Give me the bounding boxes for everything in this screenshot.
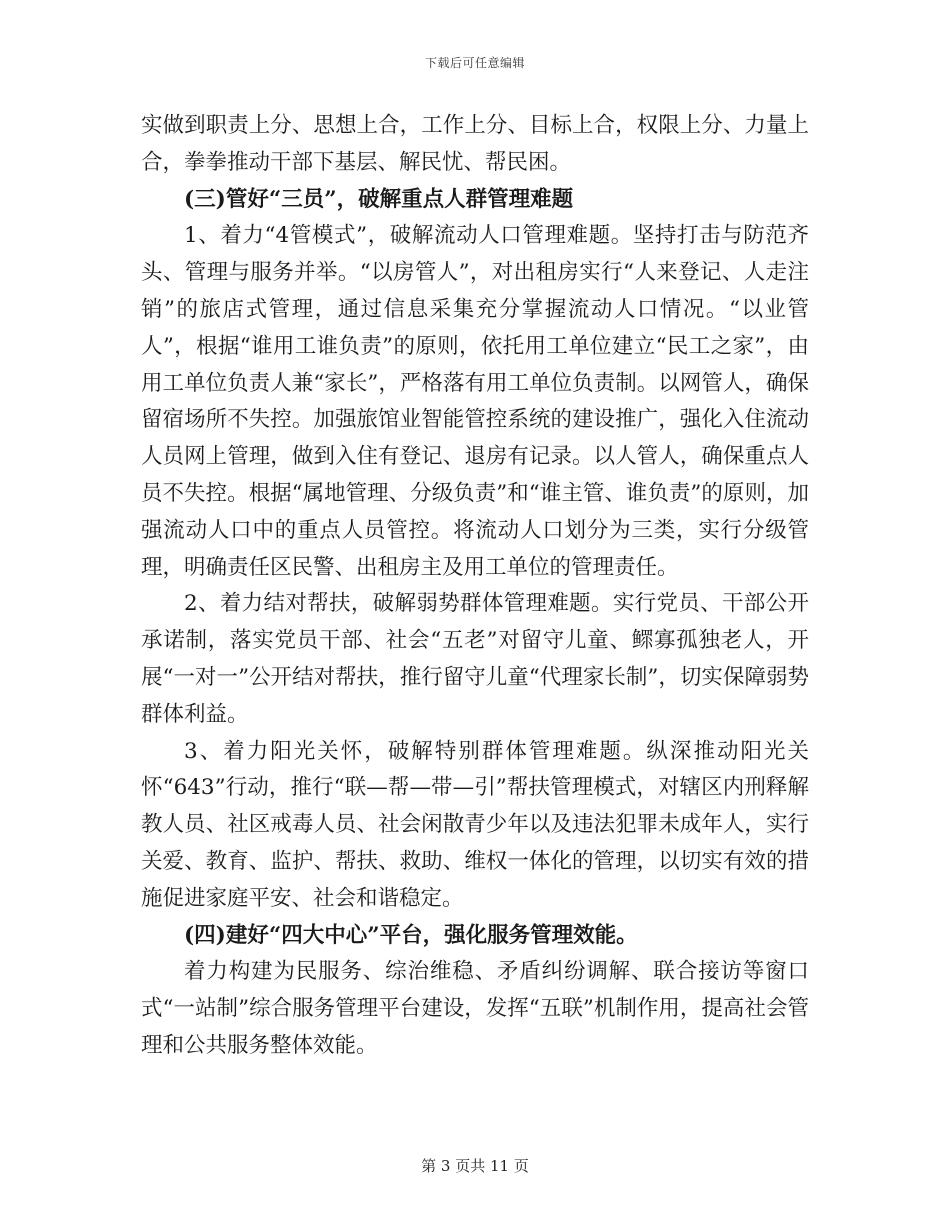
document-body [141,108,809,1065]
paragraph-vulnerable-groups: 2、着力结对帮扶，破解弱势群体管理难题。实行党员、干部公开承诺制，落实党员干部、社会“五老”对留守儿童、鳏寡孤独老人，开展“一对一”公开结对帮扶，推行留守儿童“代理家长制”，切实保障弱势群体利益。 [141,591,809,727]
paragraph-service-platform: 着力构建为民服务、综治维稳、矛盾纠纷调解、联合接访等窗口式“一站制”综合服务管理平台建设，发挥“五联”机制作用，提高社会管理和公共服务整体效能。 [141,959,809,1058]
section-heading-four: (四)建好“四大中心”平台，强化服务管理效能。 [184,922,638,948]
paragraph-floating-population: 1、着力“4管模式”，破解流动人口管理难题。坚持打击与防范齐头、管理与服务并举。“以房管人”，对出租房实行“人来登记、人走注销”的旅店式管理，通过信息采集充分掌握流动人口情况。“以业管人”，根据“谁用工谁负责”的原则，依托用工单位建立“民工之家”，由用工单位负责人兼“家长”，严格落有用工单位负责制。以网管人，确保留宿场所不失控。加强旅馆业智能管控系统的建设推广，强化入住流动人员网上管理，做到入住有登记、退房有记录。以人管人，确保重点人员不失控。根据“属地管理、分级负责”和“谁主管、谁负责”的原则，加强流动人口中的重点人员管控。将流动人口划分为三类，实行分级管理，明确责任区民警、出租房主及用工单位的管理责任。 [141,223,809,580]
paragraph-continuation: 实做到职责上分、思想上合，工作上分、目标上合，权限上分、力量上合，拳拳推动干部下基层、解民忧、帮民困。 [141,113,809,175]
page-header: 下载后可任意编辑 [424,56,525,70]
page-number: 第 3 页共 11 页 [421,1157,529,1175]
section-heading-three: (三)管好“三员”，破解重点人群管理难题 [184,186,574,212]
paragraph-special-groups: 3、着力阳光关怀，破解特别群体管理难题。纵深推动阳光关怀“643”行动，推行“联—帮—带—引”帮扶管理模式，对辖区内刑释解教人员、社区戒毒人员、社会闲散青少年以及违法犯罪未成年人，实行关爱、教育、监护、帮扶、救助、维权一体化的管理，以切实有效的措施促进家庭平安、社会和谐稳定。 [141,738,809,911]
